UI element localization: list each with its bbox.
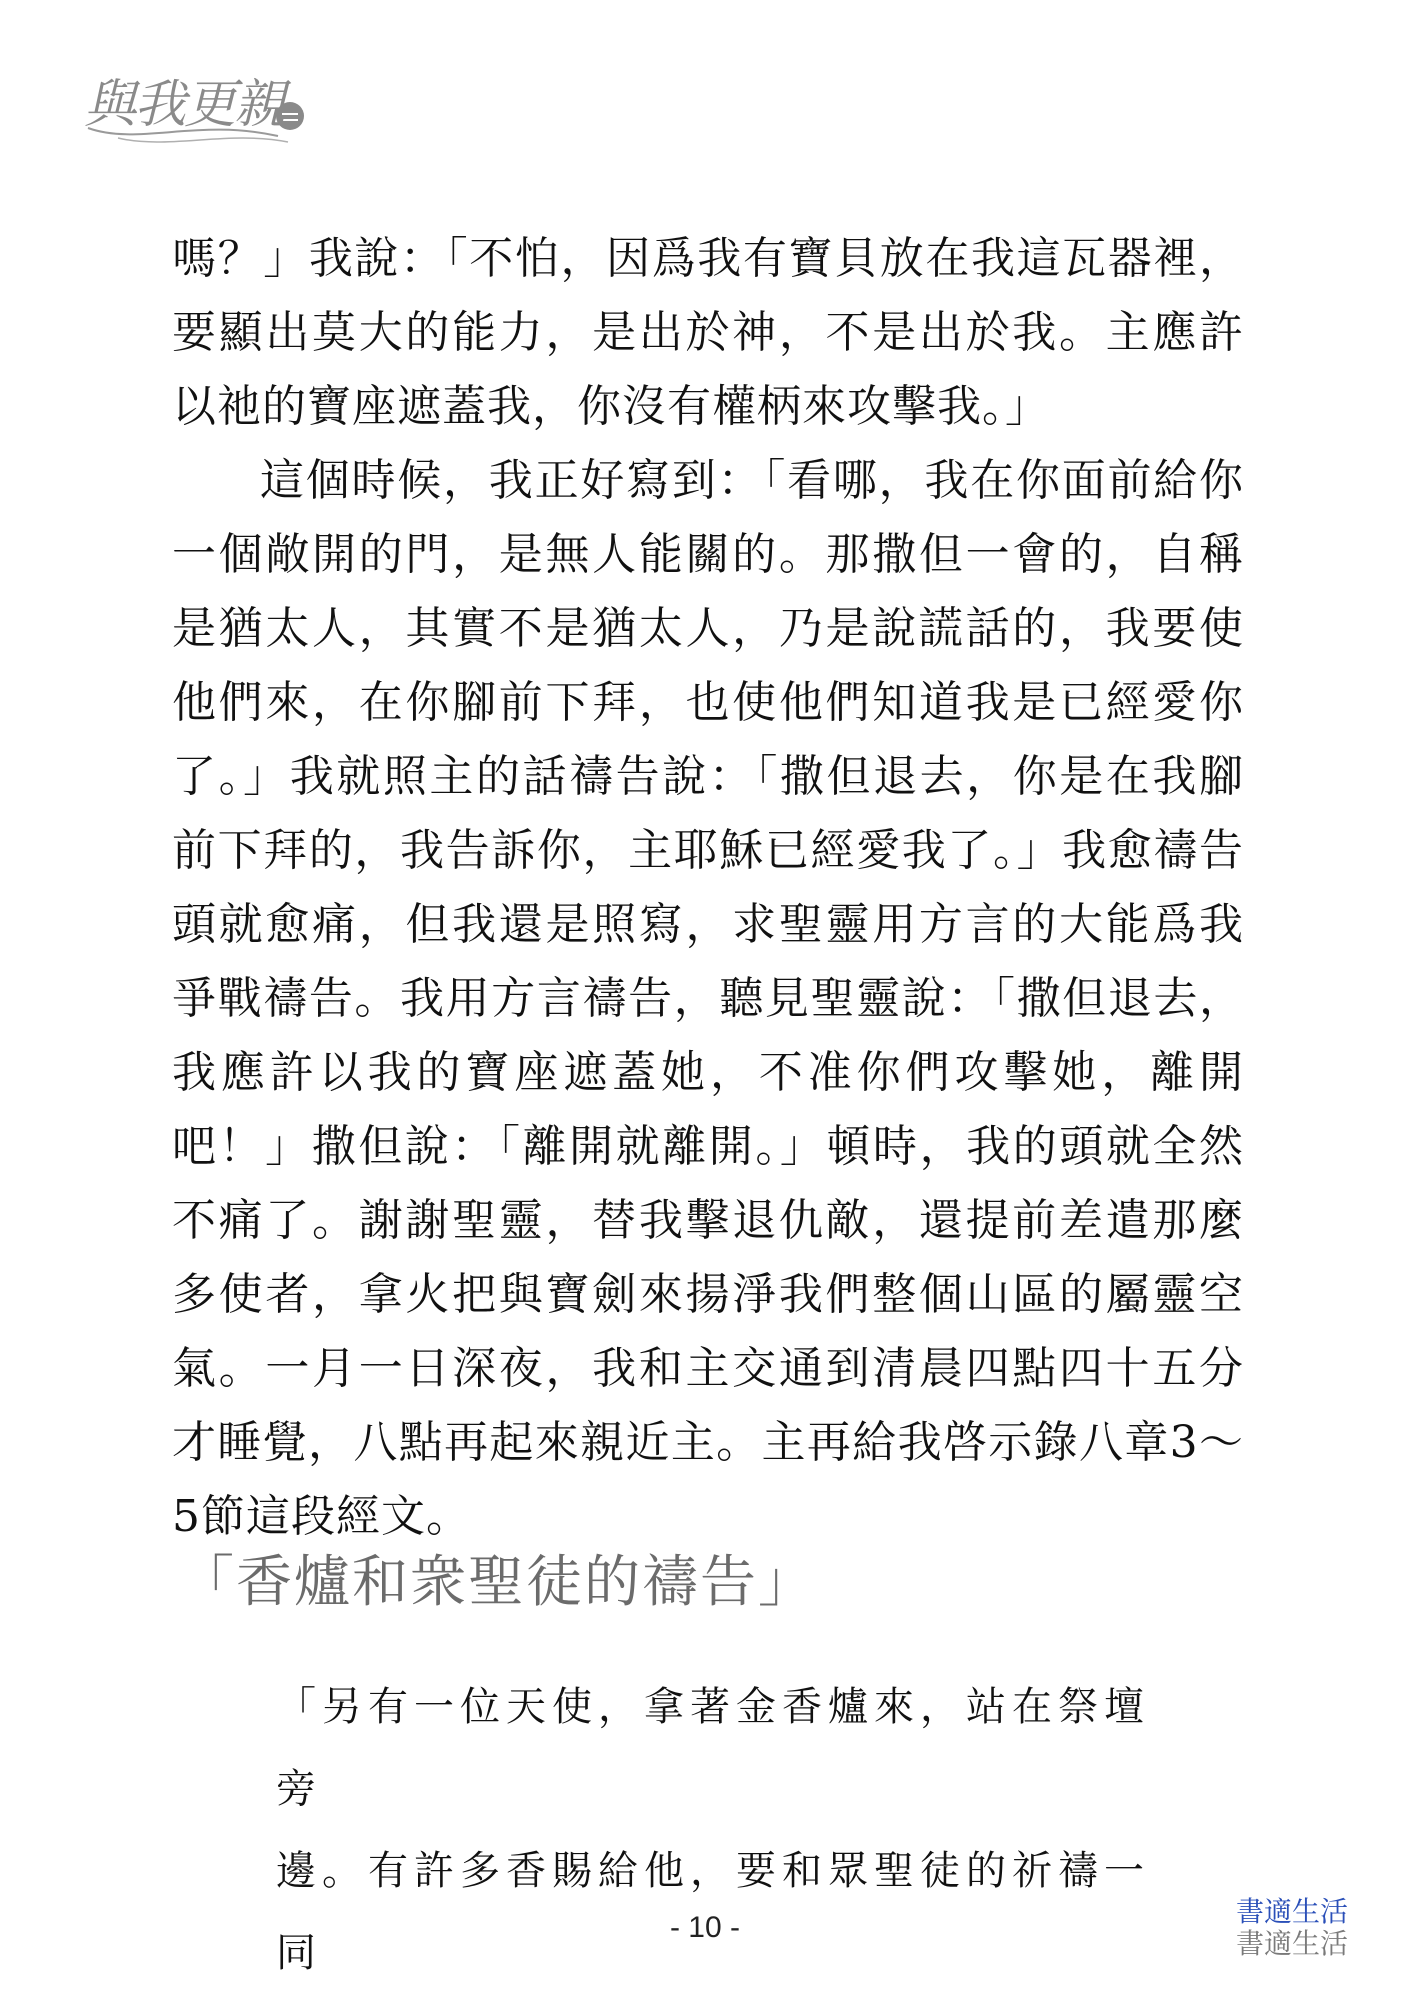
logo-title: 與我更親 bbox=[84, 75, 285, 135]
paragraph: 嗎？」我說：「不怕，因爲我有寶貝放在我這瓦器裡，要顯出莫大的能力，是出於神，不是出於我。主應許以祂的寶座遮蓋我，你沒有權柄來攻擊我。」 bbox=[172, 233, 1244, 432]
section-heading: 「香爐和衆聖徒的禱告」 bbox=[178, 1550, 816, 1615]
paragraph: 這個時候，我正好寫到：「看哪，我在你面前給你一個敞開的門，是無人能關的。那撒但一會的，自稱是猶太人，其實不是猶太人，乃是說謊話的，我要使他們來，在你腳前下拜，也使他們知道我是已經愛你了。」我就照主的話禱告說：「撒但退去，你是在我腳前下拜的，我告訴你，主耶穌已經愛我了。」我愈禱告頭就愈痛，但我還是照寫，求聖靈用方言的大能爲我爭戰禱告。我用方言禱告，聽見聖靈說：「撒但退去，我應許以我的寶座遮蓋她，不准你們攻擊她，離開吧！」撒但說：「離開就離開。」頓時，我的頭就全然不痛了。謝謝聖靈，替我擊退仇敵，還提前差遣那麼多使者，拿火把與寶劍來揚淨我們整個山區的屬靈空氣。一月一日深夜，我和主交通到清晨四點四十五分才睡覺，八點再起來親近主。主再給我啓示錄八章3～5節這段經文。 bbox=[172, 455, 1244, 1542]
watermark-line: 書適生活 bbox=[1235, 1927, 1348, 1960]
quote-line: 邊。有許多香賜給他，要和眾聖徒的祈禱一同 bbox=[276, 1848, 1150, 1976]
watermark-line: 書適生活 bbox=[1235, 1895, 1348, 1928]
page-number: - 10 - bbox=[669, 1911, 741, 1944]
header-logo bbox=[78, 58, 318, 148]
body-text bbox=[172, 222, 1244, 1554]
quote-line: 「另有一位天使，拿著金香爐來，站在祭壇旁 bbox=[276, 1684, 1150, 1812]
watermark bbox=[1236, 1896, 1348, 1960]
